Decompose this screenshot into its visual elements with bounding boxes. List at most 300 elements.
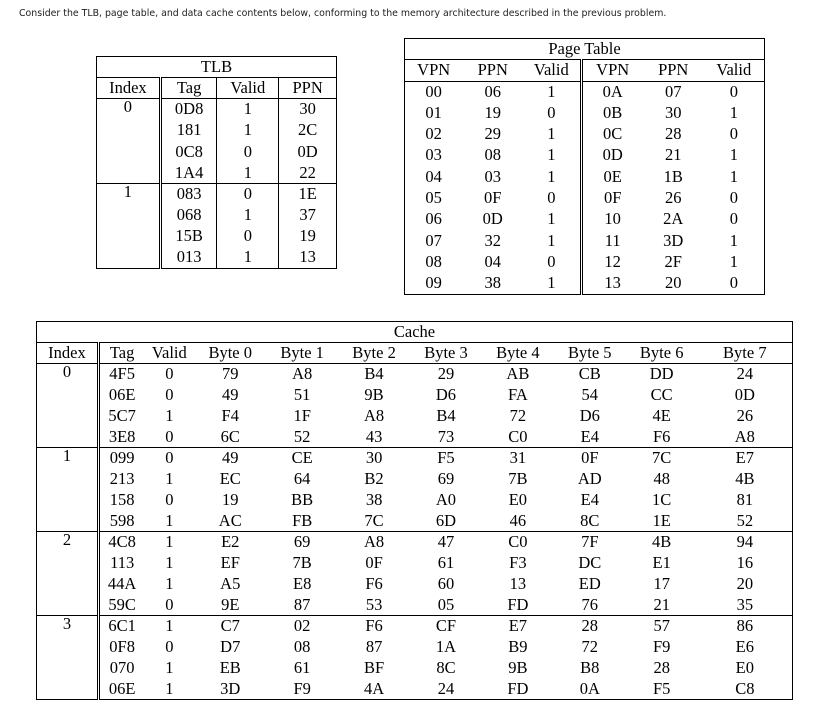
cache-cell: 28: [581, 616, 599, 635]
cache-row: [37, 658, 793, 679]
pt-row: [405, 273, 765, 294]
cache-header-cell: Valid: [144, 343, 194, 364]
cache-row: [37, 406, 793, 427]
cache-cell: 79: [222, 364, 239, 383]
tlb-header-cell: Tag: [160, 78, 217, 99]
cache-cell: 26: [736, 405, 754, 425]
cache-cell: 7C: [364, 510, 384, 530]
cache-cell: EB: [219, 657, 241, 677]
tlb-row: [97, 226, 337, 247]
cache-cell: 598: [98, 511, 144, 532]
cache-cell: 51: [293, 384, 311, 404]
pt-header-row: [405, 60, 765, 81]
tlb-row: [97, 120, 337, 141]
tlb-index-cell: [97, 141, 161, 162]
tlb-index-cell: [97, 226, 161, 247]
cache-cell: AB: [506, 364, 530, 383]
cache-cell: FD: [507, 594, 529, 614]
cache-cell: E4: [580, 426, 599, 446]
cache-cell: 64: [293, 468, 311, 488]
cache-header-cell: Byte 4: [482, 343, 554, 364]
pt-cell: 1: [729, 166, 738, 186]
cache-cell: 4C8: [98, 532, 144, 553]
cache-row: [37, 553, 793, 574]
cache-cell: 8C: [436, 657, 456, 677]
pt-cell: 05: [425, 187, 442, 207]
pt-header-cell: VPN: [581, 60, 643, 81]
tlb-cell: 0: [217, 184, 279, 205]
tlb-row: [97, 162, 337, 183]
tlb-cell: 0C8: [160, 141, 217, 162]
cache-cell: 1F: [293, 405, 311, 425]
cache-cell: CC: [650, 384, 673, 404]
cache-cell: 1: [165, 510, 174, 530]
cache-cell: E2: [221, 532, 240, 551]
cache-cell: 31: [509, 448, 527, 467]
page-table: [404, 38, 765, 295]
cache-cell: A8: [734, 426, 755, 446]
cache-cell: 16: [736, 552, 754, 572]
cache-row: [37, 469, 793, 490]
tlb-header-row: [97, 78, 337, 99]
cache-cell: FA: [507, 384, 528, 404]
tlb-row: [97, 247, 337, 268]
cache-cell: EF: [220, 552, 240, 572]
cache-cell: 6C1: [98, 616, 144, 637]
tlb-cell: 22: [279, 162, 337, 183]
pt-cell: 0: [729, 81, 738, 101]
pt-row: [405, 251, 765, 272]
pt-cell: 1: [729, 102, 738, 122]
tlb-cell: 068: [160, 205, 217, 226]
cache-index-cell: [37, 574, 99, 595]
pt-cell: 1: [547, 166, 556, 186]
cache-cell: 69: [293, 532, 311, 551]
tlb-cell: 19: [279, 226, 337, 247]
tlb-cell: 0: [217, 141, 279, 162]
tlb-cell: 0D8: [160, 99, 217, 120]
cache-cell: 72: [581, 636, 599, 656]
cache-index-cell: 1: [62, 446, 72, 465]
cache-cell: CF: [435, 616, 457, 635]
pt-cell: 0D: [482, 209, 503, 229]
tlb-header-cell: PPN: [279, 78, 337, 99]
cache-cell: B4: [364, 364, 384, 383]
tlb-row: [97, 184, 337, 205]
tlb-cell: 2C: [279, 120, 337, 141]
cache-cell: 0: [165, 636, 174, 656]
pt-cell: 20: [664, 272, 682, 292]
cache-cell: F9: [652, 636, 671, 656]
tlb-row: [97, 99, 337, 120]
tlb-cell: 30: [279, 99, 337, 120]
cache-cell: 6D: [435, 510, 457, 530]
cache-cell: 113: [98, 553, 144, 574]
cache-cell: 28: [653, 657, 670, 677]
cache-cell: 19: [222, 489, 239, 509]
pt-cell: 0D: [581, 145, 643, 166]
pt-cell: 0: [729, 124, 738, 144]
cache-cell: 81: [736, 489, 754, 509]
pt-cell: 29: [484, 124, 501, 144]
cache-row: [37, 385, 793, 406]
cache-cell: 1: [165, 532, 174, 551]
tlb-header-cell: Valid: [217, 78, 279, 99]
pt-cell: 1B: [663, 166, 683, 186]
tlb-title: TLB: [97, 57, 337, 78]
pt-cell: 06: [425, 209, 442, 229]
cache-cell: 5C7: [98, 406, 144, 427]
pt-cell: 0: [547, 251, 556, 271]
cache-cell: CE: [291, 448, 313, 467]
cache-cell: 0: [165, 426, 174, 446]
pt-header-cell: PPN: [462, 60, 523, 81]
pt-cell: 04: [425, 166, 442, 186]
cache-cell: C0: [508, 532, 528, 551]
cache-cell: 4E: [652, 405, 671, 425]
pt-cell: 1: [547, 209, 556, 229]
cache-cell: 60: [437, 573, 455, 593]
cache-cell: FB: [292, 510, 313, 530]
cache-index-cell: [37, 427, 99, 448]
tlb-row: [97, 205, 337, 226]
cache-cell: 53: [365, 594, 383, 614]
cache-cell: 43: [365, 426, 383, 446]
pt-cell: 08: [484, 145, 501, 165]
cache-cell: 1: [165, 678, 174, 698]
cache-cell: 49: [222, 384, 239, 404]
cache-cell: 1C: [652, 489, 672, 509]
cache-title: Cache: [37, 322, 793, 343]
cache-cell: DC: [578, 552, 602, 572]
cache-cell: 0A: [579, 678, 600, 698]
cache-cell: AD: [577, 468, 602, 488]
cache-cell: F5: [437, 448, 455, 467]
cache-header-cell: Byte 1: [266, 343, 338, 364]
cache-cell: 17: [653, 573, 670, 593]
pt-cell: 3D: [663, 230, 684, 250]
cache-cell: B4: [436, 405, 456, 425]
cache-cell: 8C: [580, 510, 600, 530]
tlb-cell: 181: [160, 120, 217, 141]
cache-row: [37, 490, 793, 511]
pt-cell: 02: [425, 124, 442, 144]
cache-cell: F6: [365, 616, 383, 635]
cache-row: [37, 532, 793, 553]
intro-text: Consider the TLB, page table, and data cache contents below, conforming to the memory architecture described in the previous problem.: [19, 8, 667, 19]
cache-cell: E8: [292, 573, 312, 593]
cache-cell: 47: [437, 532, 455, 551]
cache-cell: 0: [165, 489, 174, 509]
cache-header-cell: Byte 3: [410, 343, 482, 364]
pt-row: [405, 230, 765, 251]
pt-header-cell: Valid: [704, 60, 765, 81]
tlb-header-cell: Index: [97, 78, 161, 99]
tlb-caption-row: [97, 57, 337, 78]
cache-cell: C7: [220, 616, 240, 635]
cache-index-cell: 0: [62, 362, 72, 381]
cache-cell: 070: [98, 658, 144, 679]
pt-cell: 0: [547, 102, 556, 122]
cache-index-cell: [37, 406, 99, 427]
cache-cell: 0: [165, 384, 174, 404]
cache-index-cell: [37, 658, 99, 679]
cache-cell: E1: [652, 552, 671, 572]
cache-index-cell: [37, 490, 99, 511]
pt-cell: 03: [484, 166, 501, 186]
pt-cell: 1: [547, 145, 556, 165]
cache-cell: 54: [581, 384, 599, 404]
cache-cell: 3E8: [98, 427, 144, 448]
cache-cell: E0: [735, 657, 754, 677]
cache-cell: 48: [653, 468, 670, 488]
pt-cell: 03: [425, 145, 442, 165]
cache-cell: 9B: [364, 384, 384, 404]
cache-cell: 73: [437, 426, 455, 446]
pt-cell: 21: [664, 145, 682, 165]
tlb-index-cell: [97, 205, 161, 226]
tlb-cell: 0D: [279, 141, 337, 162]
pt-row: [405, 145, 765, 166]
pt-cell: 1: [547, 230, 556, 250]
pt-cell: 0F: [581, 188, 643, 209]
pt-cell: 12: [581, 251, 643, 272]
cache-cell: D6: [435, 384, 457, 404]
cache-cell: 213: [98, 469, 144, 490]
pt-cell: 08: [425, 251, 442, 271]
cache-index-cell: [37, 385, 99, 406]
cache-cell: 05: [437, 594, 455, 614]
cache-cell: 13: [509, 573, 527, 593]
cache-cell: C8: [735, 678, 755, 698]
cache-cell: A8: [363, 532, 385, 551]
cache-header-cell: Byte 5: [554, 343, 626, 364]
cache-cell: 61: [293, 657, 311, 677]
pt-cell: 1: [729, 145, 738, 165]
cache-header-cell: Byte 6: [626, 343, 698, 364]
cache-cell: 20: [736, 573, 754, 593]
cache-cell: 44A: [98, 574, 144, 595]
cache-index-cell: [37, 595, 99, 616]
cache-cell: EC: [219, 468, 241, 488]
cache-table: [36, 321, 793, 700]
cache-header-row: [37, 343, 793, 364]
cache-row: [37, 595, 793, 616]
cache-cell: 49: [222, 448, 239, 467]
pt-row: [405, 124, 765, 145]
cache-cell: 1: [165, 405, 174, 425]
pt-cell: 07: [425, 230, 442, 250]
pt-cell: 38: [484, 272, 501, 292]
cache-cell: 4B: [652, 532, 672, 551]
cache-row: [37, 364, 793, 385]
cache-header-cell: Byte 0: [194, 343, 266, 364]
pt-cell: 0: [547, 187, 556, 207]
pt-cell: 11: [581, 230, 643, 251]
cache-cell: BF: [363, 657, 385, 677]
cache-cell: 86: [736, 616, 754, 635]
cache-index-cell: [37, 679, 99, 700]
cache-index-cell: [37, 553, 99, 574]
cache-cell: 0F: [581, 448, 599, 467]
cache-row: [37, 448, 793, 469]
cache-cell: CB: [578, 364, 601, 383]
cache-header-cell: Byte 7: [698, 343, 793, 364]
tlb-cell: 1E: [279, 184, 337, 205]
cache-cell: B9: [508, 636, 528, 656]
cache-cell: E0: [508, 489, 528, 509]
cache-cell: A8: [292, 364, 313, 383]
cache-row: [37, 427, 793, 448]
cache-cell: B8: [580, 657, 600, 677]
cache-cell: 1: [165, 657, 174, 677]
cache-cell: 7B: [508, 468, 528, 488]
cache-row: [37, 511, 793, 532]
cache-cell: F4: [221, 405, 239, 425]
cache-cell: 87: [365, 636, 383, 656]
cache-cell: E4: [580, 489, 599, 509]
cache-cell: 38: [365, 489, 383, 509]
cache-cell: 94: [736, 532, 754, 551]
pt-cell: 04: [484, 251, 501, 271]
tlb-index-cell: 0: [123, 97, 132, 117]
pt-header-cell: VPN: [405, 60, 463, 81]
cache-cell: 3D: [220, 678, 241, 698]
cache-cell: AC: [218, 510, 242, 530]
cache-index-cell: [37, 511, 99, 532]
pt-cell: 0: [729, 187, 738, 207]
pt-cell: 0: [729, 272, 738, 292]
cache-index-cell: [37, 469, 99, 490]
pt-row: [405, 166, 765, 187]
cache-cell: F6: [365, 573, 383, 593]
cache-index-cell: 2: [62, 530, 72, 549]
cache-cell: F5: [652, 678, 671, 698]
tlb-cell: 1: [217, 162, 279, 183]
cache-cell: 69: [437, 468, 455, 488]
cache-cell: 7B: [292, 552, 312, 572]
pt-row: [405, 188, 765, 209]
cache-cell: D6: [579, 405, 600, 425]
cache-cell: E7: [735, 448, 754, 467]
pt-cell: 13: [581, 273, 643, 294]
cache-row: [37, 616, 793, 637]
pt-cell: 1: [547, 124, 556, 144]
cache-cell: 0: [165, 594, 174, 614]
cache-cell: 06E: [98, 385, 144, 406]
pt-cell: 0F: [484, 187, 502, 207]
cache-index-cell: 3: [62, 614, 72, 633]
tlb-cell: 1: [217, 120, 279, 141]
tlb-cell: 13: [279, 247, 337, 268]
pt-cell: 2F: [664, 251, 682, 271]
tlb-cell: 1: [217, 247, 279, 268]
pt-cell: 0B: [581, 102, 643, 123]
pt-cell: 1: [547, 81, 556, 101]
cache-cell: C0: [508, 426, 528, 446]
cache-cell: E6: [735, 636, 754, 656]
pt-cell: 0A: [581, 81, 643, 102]
cache-cell: 1: [165, 573, 174, 593]
cache-cell: 59C: [98, 595, 144, 616]
cache-cell: 099: [98, 448, 144, 469]
cache-cell: 21: [653, 594, 670, 614]
cache-cell: 0D: [734, 384, 755, 404]
tlb-index-cell: 1: [123, 182, 132, 202]
cache-cell: F9: [293, 678, 311, 698]
cache-cell: 30: [365, 448, 383, 467]
pt-cell: 07: [664, 81, 682, 101]
cache-cell: 7C: [652, 448, 672, 467]
tlb-table: [96, 56, 337, 269]
pt-cell: 26: [664, 187, 682, 207]
cache-cell: 1E: [652, 510, 671, 530]
tlb-index-cell: [97, 120, 161, 141]
cache-row: [37, 574, 793, 595]
cache-cell: 6C: [220, 426, 240, 446]
pt-cell: 28: [664, 124, 682, 144]
cache-cell: B2: [364, 468, 384, 488]
cache-cell: 1A: [435, 636, 457, 656]
cache-cell: 76: [581, 594, 599, 614]
cache-cell: FD: [507, 678, 529, 698]
cache-cell: A0: [435, 489, 457, 509]
cache-cell: 08: [293, 636, 311, 656]
pt-cell: 32: [484, 230, 501, 250]
cache-cell: 06E: [98, 679, 144, 700]
cache-cell: F3: [509, 552, 527, 572]
cache-cell: 52: [293, 426, 311, 446]
cache-cell: 0F8: [98, 637, 144, 658]
tlb-index-cell: [97, 162, 161, 183]
cache-cell: 4F5: [98, 364, 144, 385]
cache-cell: DD: [649, 364, 674, 383]
pt-caption-row: [405, 39, 765, 60]
pt-cell: 0E: [581, 166, 643, 187]
pt-header-cell: Valid: [523, 60, 581, 81]
cache-row: [37, 679, 793, 700]
cache-header-cell: Byte 2: [338, 343, 410, 364]
cache-cell: 46: [509, 510, 527, 530]
pt-cell: 1: [729, 230, 738, 250]
cache-cell: 4B: [735, 468, 755, 488]
cache-cell: A8: [363, 405, 385, 425]
cache-cell: E7: [508, 616, 528, 635]
pt-cell: 0C: [581, 124, 643, 145]
cache-cell: 0: [165, 364, 174, 383]
cache-cell: 72: [509, 405, 527, 425]
pt-row: [405, 81, 765, 102]
cache-cell: 24: [437, 678, 455, 698]
cache-cell: 9E: [221, 594, 240, 614]
cache-cell: 158: [98, 490, 144, 511]
cache-cell: 4A: [363, 678, 385, 698]
pt-cell: 19: [484, 102, 501, 122]
cache-caption-row: [37, 322, 793, 343]
pt-cell: 00: [425, 81, 442, 101]
pt-cell: 06: [484, 81, 501, 101]
tlb-cell: 083: [160, 184, 217, 205]
cache-cell: 35: [736, 594, 754, 614]
cache-cell: 57: [653, 616, 670, 635]
tlb-cell: 1: [217, 99, 279, 120]
pt-cell: 0: [729, 209, 738, 229]
pt-cell: 09: [425, 272, 442, 292]
cache-cell: 02: [293, 616, 311, 635]
cache-cell: F6: [652, 426, 671, 446]
tlb-index-cell: [97, 247, 161, 268]
cache-cell: 9B: [508, 657, 528, 677]
